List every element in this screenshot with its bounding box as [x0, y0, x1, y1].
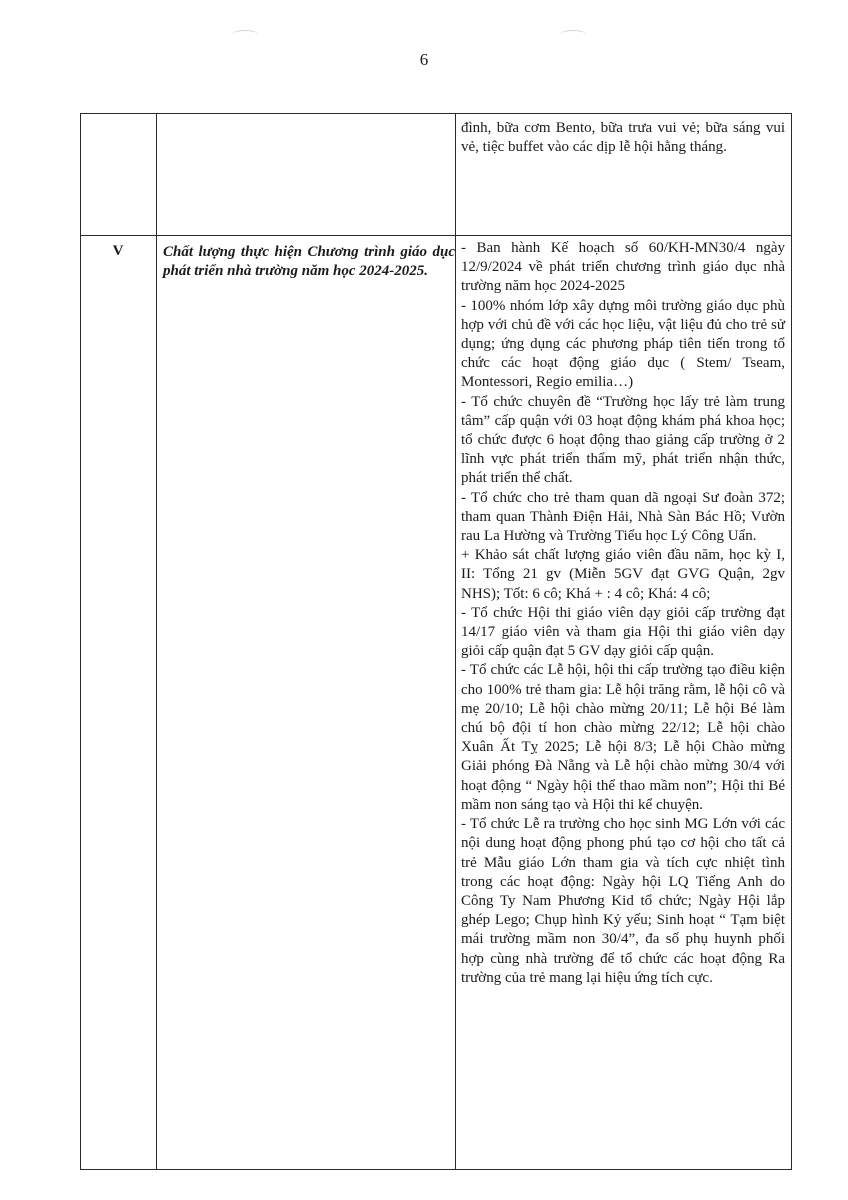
content-paragraph: - Ban hành Kế hoạch số 60/KH-MN30/4 ngày 12/9/2024 về phát triển chương trình giáo dục nhà trường năm học 2024-2025 [461, 240, 785, 295]
content-paragraph: + Khảo sát chất lượng giáo viên đầu năm, học kỳ I, II: Tổng 21 gv (Miễn 5GV đạt GVG Quận, 2gv NHS); Tốt: 6 cô; Khá + : 4 cô; Khá: 4 cô; [461, 547, 785, 602]
report-table [80, 113, 792, 1170]
content-paragraph: - Tổ chức Lễ ra trường cho học sinh MG Lớn với các nội dung hoạt động phong phú tạo cơ hội cho tất cả trẻ Mẫu giáo Lớn tham gia và tích cực nhiệt tình trong các hoạt động: Ngày hội LQ Tiếng Anh do Công Ty Nam Phương Kid tổ chức; Ngày Hội lắp ghép Lego; Chụp hình Kỷ yếu; Sinh hoạt “ Tạm biệt mái trường mầm non 30/4”, đa số phụ huynh phối hợp cùng nhà trường để tổ chức các hoạt động Ra trường của trẻ mang lại hiệu ứng tích cực. [461, 816, 785, 986]
continued-row-content: đình, bữa cơm Bento, bữa trưa vui vẻ; bữa sáng vui vẻ, tiệc buffet vào các dịp lễ hội hằng tháng. [461, 120, 785, 156]
table-right-border [791, 113, 792, 1170]
table-top-border [80, 113, 792, 114]
content-paragraph: - Tổ chức cho trẻ tham quan dã ngoại Sư đoàn 372; tham quan Thành Điện Hải, Nhà Sàn Bác Hồ; Vườn rau La Hường và Trường Tiểu học Lý Công Uẩn. [461, 489, 785, 545]
row-content [461, 239, 785, 988]
table-bottom-border [80, 1169, 792, 1170]
scan-mark-right [560, 30, 586, 39]
content-paragraph: - Tổ chức chuyên đề “Trường học lấy trẻ làm trung tâm” cấp quận với 03 hoạt động khám phá khoa học; tổ chức được 6 hoạt động thao giảng cấp trường ở 2 lĩnh vực phát triển thẩm mỹ, phát triển nhận thức, phát triển thể chất. [461, 393, 785, 487]
page-number: 6 [419, 50, 429, 69]
content-paragraph: - Tổ chức Hội thi giáo viên dạy giỏi cấp trường đạt 14/17 giáo viên và tham gia Hội thi giáo viên dạy giỏi cấp quận đạt 5 GV dạy giỏi cấp quận. [461, 604, 785, 660]
content-paragraph: - Tổ chức các Lễ hội, hội thi cấp trường tạo điều kiện cho 100% trẻ tham gia: Lễ hội trăng rằm, lễ hội cô và mẹ 20/10; Lễ hội chào mừng 20/11; Lễ hội Bé làm chú bộ đội tí hon chào mừng 22/12; Lễ hội chào Xuân Ất Tỵ 2025; Lễ hội 8/3; Lễ hội Chào mừng Giải phóng Đà Nẵng và Lễ hội chào mừng 30/4 với hoạt động “ Ngày hội thể thao mầm non”; Hội thi Bé mầm non sáng tạo và Hội thi kể chuyện. [461, 662, 785, 813]
row-number: V [112, 243, 124, 259]
table-left-border [80, 113, 81, 1170]
column-divider-2 [455, 113, 456, 1170]
column-divider-1 [156, 113, 157, 1170]
content-paragraph: - 100% nhóm lớp xây dựng môi trường giáo dục phù hợp với chủ đề với các học liệu, vật liệu đủ cho trẻ sử dụng; ứng dụng các phương pháp tiên tiến trong tổ chức các hoạt động giáo dục ( Stem/ Tseam, Montessori, Regio emilia…) [461, 297, 785, 391]
criterion-title: Chất lượng thực hiện Chương trình giáo dục phát triển nhà trường năm học 2024-2025. [163, 244, 455, 280]
row-divider [80, 235, 792, 236]
scan-mark-left [232, 30, 258, 39]
